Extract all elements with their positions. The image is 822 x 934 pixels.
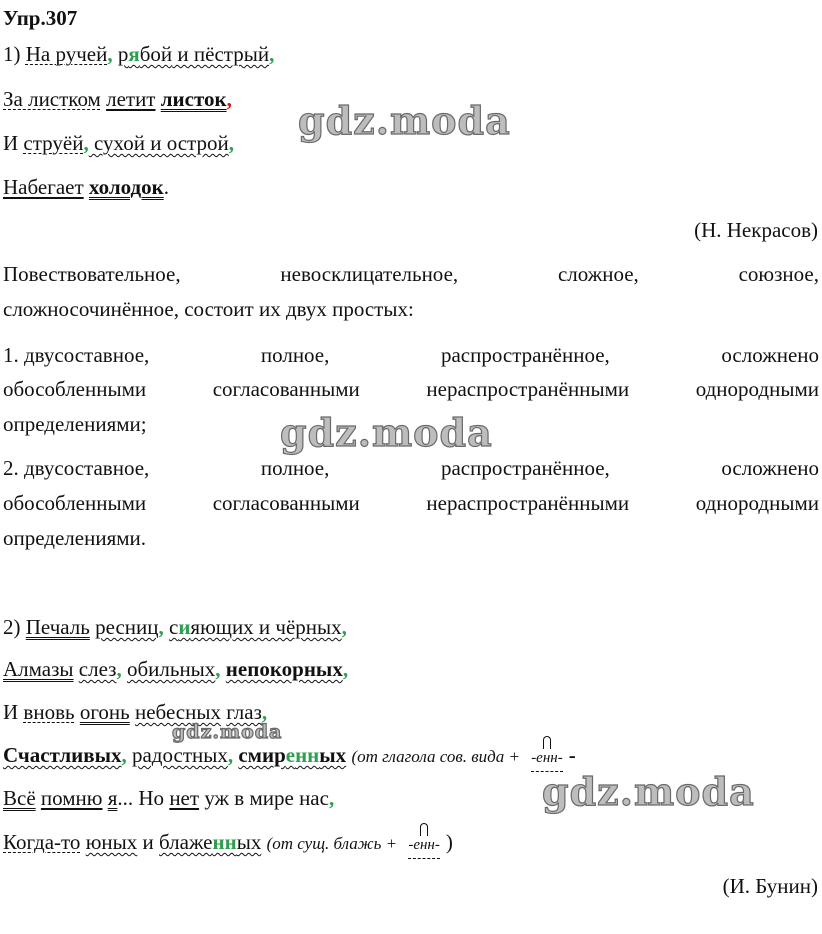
word: ... Но	[117, 786, 170, 810]
subject: Печаль	[25, 615, 90, 639]
poem2-line-4	[3, 742, 576, 772]
word: союзное,	[738, 262, 819, 286]
word: согласованными	[212, 491, 360, 515]
adverbial: За листком	[3, 87, 101, 111]
author-bunin: (И. Бунин)	[722, 874, 818, 898]
adverbial: струёй	[23, 131, 84, 155]
word: сложное,	[557, 262, 639, 286]
subject: огонь	[79, 700, 130, 724]
comma: ,	[83, 131, 89, 155]
attribute: смиренных	[238, 743, 347, 767]
word: И	[3, 131, 24, 155]
poem1-line-4	[3, 174, 169, 200]
poem1-line-2	[3, 86, 232, 112]
word: распространённое,	[440, 456, 610, 480]
comma: ,	[116, 657, 122, 681]
suffix-mark: -енн-	[408, 832, 440, 859]
comma: ,	[158, 615, 164, 639]
watermark-logo: gdz.moda	[298, 98, 511, 143]
watermark-logo: gdz.moda	[172, 721, 283, 743]
attribute: обильных	[126, 657, 216, 681]
poem2-line-2	[3, 656, 348, 682]
word: обособленными	[3, 377, 147, 401]
item-number: 1)	[3, 42, 21, 66]
word-formation-note: (от глагола сов. вида +	[351, 747, 520, 766]
word: Повествовательное,	[3, 262, 181, 286]
watermark-logo: gdz.moda	[280, 410, 493, 455]
subject: листок	[160, 87, 227, 111]
dash: -	[568, 743, 576, 767]
analysis-line-1	[3, 261, 819, 287]
subject: я	[107, 786, 118, 810]
word: полное,	[260, 343, 330, 367]
attribute: рябой	[117, 42, 173, 66]
author-nekrasov: (Н. Некрасов)	[694, 218, 818, 242]
word: обособленными	[3, 491, 147, 515]
attribute: радостных	[131, 743, 228, 767]
exercise-title: Упр.307	[3, 6, 78, 30]
adverbial: Когда-то	[3, 830, 81, 854]
word: и	[137, 830, 159, 854]
analysis-item1-c: определениями;	[3, 412, 147, 436]
poem2-line-1	[3, 614, 347, 640]
predicate: нет	[169, 786, 200, 810]
subject: холодок	[88, 175, 164, 199]
watermark-logo: gdz.moda	[542, 769, 755, 814]
poem2-line-5	[3, 785, 334, 811]
attribute: слез	[78, 657, 117, 681]
item-number: 2)	[3, 615, 26, 639]
comma: ,	[228, 131, 234, 155]
attribute: юных	[85, 830, 138, 854]
adverbial: вновь	[23, 700, 75, 724]
word: 2. двусоставное,	[3, 456, 150, 480]
adverbial: На ручей	[25, 42, 108, 66]
analysis-item2-c: определениями.	[3, 526, 147, 550]
word: нераспространёнными	[426, 491, 630, 515]
comma: ,	[121, 743, 127, 767]
predicate: Набегает	[3, 175, 84, 199]
poem2-line-6	[3, 829, 453, 859]
word: согласованными	[212, 377, 360, 401]
word-formation-note: (от сущ. блажь +	[266, 834, 398, 853]
comma: ,	[328, 786, 335, 810]
comma: ,	[227, 743, 234, 767]
attribute: небесных	[134, 700, 221, 724]
word: распространённое,	[440, 343, 610, 367]
predicate: помню	[40, 786, 103, 810]
word: осложнено	[721, 456, 819, 480]
attribute: Счастливых	[3, 743, 122, 767]
comma: ,	[342, 657, 349, 681]
word: осложнено	[721, 343, 819, 367]
subject: Всё	[3, 786, 36, 810]
word: невосклицательное,	[280, 262, 459, 286]
attribute: непокорных	[225, 657, 343, 681]
word: уж в мире	[199, 786, 300, 810]
analysis-item1-b	[3, 376, 819, 402]
subject: Алмазы	[3, 657, 74, 681]
comma-red: ,	[226, 87, 232, 111]
poem1-line-1	[3, 41, 274, 67]
word: нас	[299, 786, 329, 810]
predicate: летит	[106, 87, 156, 111]
word: однородными	[695, 491, 819, 515]
bracket: )	[445, 830, 453, 854]
word: однородными	[695, 377, 819, 401]
comma: ,	[107, 42, 113, 66]
comma: ,	[341, 615, 347, 639]
attribute: сухой и острой	[88, 131, 229, 155]
comma: ,	[261, 700, 268, 724]
analysis-item2-b	[3, 490, 819, 516]
attribute: сияющих и чёрных	[168, 615, 342, 639]
poem1-line-3	[3, 130, 234, 156]
attribute: ресниц	[95, 615, 159, 639]
word: И	[3, 700, 24, 724]
attribute: блаженных	[158, 830, 262, 854]
period: .	[163, 175, 169, 199]
attribute: и пёстрый	[172, 42, 270, 66]
word: нераспространёнными	[426, 377, 630, 401]
attribute: глаз	[226, 700, 262, 724]
analysis-item2-a	[3, 455, 819, 481]
suffix-mark: -енн-	[531, 745, 563, 772]
analysis-item1-a	[3, 342, 819, 368]
word: полное,	[260, 456, 330, 480]
analysis-line-2: сложносочинённое, состоит их двух простых:	[3, 297, 414, 321]
comma: ,	[269, 42, 275, 66]
comma: ,	[215, 657, 221, 681]
word: 1. двусоставное,	[3, 343, 150, 367]
